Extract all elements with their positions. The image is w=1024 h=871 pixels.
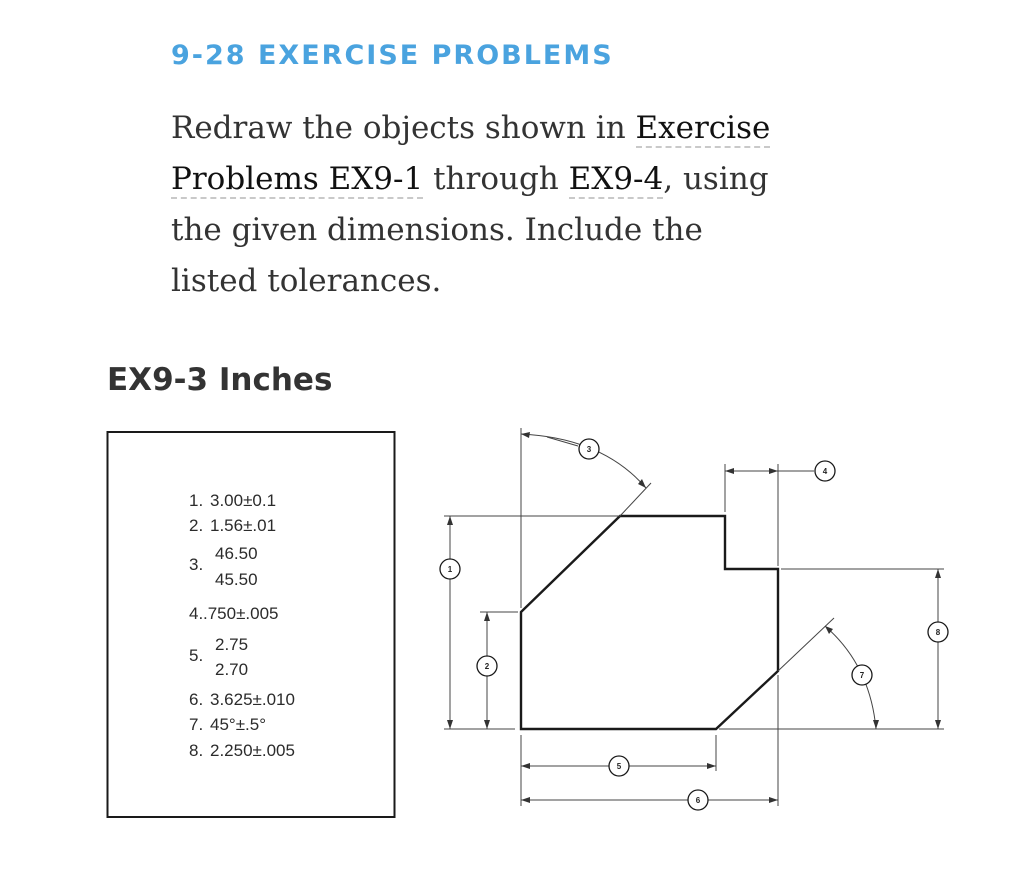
intro-text-2: through bbox=[423, 161, 569, 197]
tolerance-list bbox=[189, 491, 295, 760]
tol-7-value: 45°±.5° bbox=[210, 715, 267, 734]
link-exercise-problems-ex9-1[interactable]: Exercise Problems EX9-1 bbox=[171, 110, 771, 197]
tol-2-num: 2. bbox=[189, 516, 204, 535]
callout-4: 4 bbox=[822, 467, 828, 476]
tol-7-num: 7. bbox=[189, 715, 204, 734]
callout-7: 7 bbox=[859, 671, 865, 680]
tol-6-value: 3.625±.010 bbox=[210, 690, 295, 709]
tol-4-value: .750±.005 bbox=[203, 604, 279, 623]
tol-6-num: 6. bbox=[189, 690, 204, 709]
tol-3-upper: 46.50 bbox=[215, 544, 258, 563]
callout-8: 8 bbox=[935, 628, 941, 637]
callout-3: 3 bbox=[586, 445, 592, 454]
callout-circles bbox=[440, 439, 948, 810]
callout-2: 2 bbox=[484, 662, 490, 671]
intro-text-3: , using the given dimensions. Include the listed tolerances. bbox=[171, 161, 769, 299]
tol-5-lower: 2.70 bbox=[215, 660, 249, 679]
tol-5-upper: 2.75 bbox=[215, 635, 249, 654]
tol-5-num: 5. bbox=[189, 646, 204, 665]
tol-1-num: 1. bbox=[189, 491, 204, 510]
callout-5: 5 bbox=[616, 762, 622, 771]
tol-3-num: 3. bbox=[189, 555, 204, 574]
tol-8-value: 2.250±.005 bbox=[210, 741, 295, 760]
link-ex9-4[interactable]: EX9-4 bbox=[568, 161, 664, 197]
tol-8-num: 8. bbox=[189, 741, 204, 760]
tol-4-num: 4. bbox=[189, 604, 204, 623]
callout-6: 6 bbox=[695, 796, 701, 805]
tol-1-value: 3.00±0.1 bbox=[210, 491, 277, 510]
tol-2-value: 1.56±.01 bbox=[210, 516, 277, 535]
figure-title: EX9-3 Inches bbox=[107, 362, 333, 398]
section-heading: 9-28 EXERCISE PROBLEMS bbox=[171, 40, 614, 71]
dimension-lines bbox=[444, 428, 944, 806]
part-outline bbox=[521, 516, 778, 729]
intro-text-1: Redraw the objects shown in bbox=[171, 110, 636, 146]
tol-3-lower: 45.50 bbox=[215, 570, 258, 589]
callout-1: 1 bbox=[447, 565, 453, 574]
